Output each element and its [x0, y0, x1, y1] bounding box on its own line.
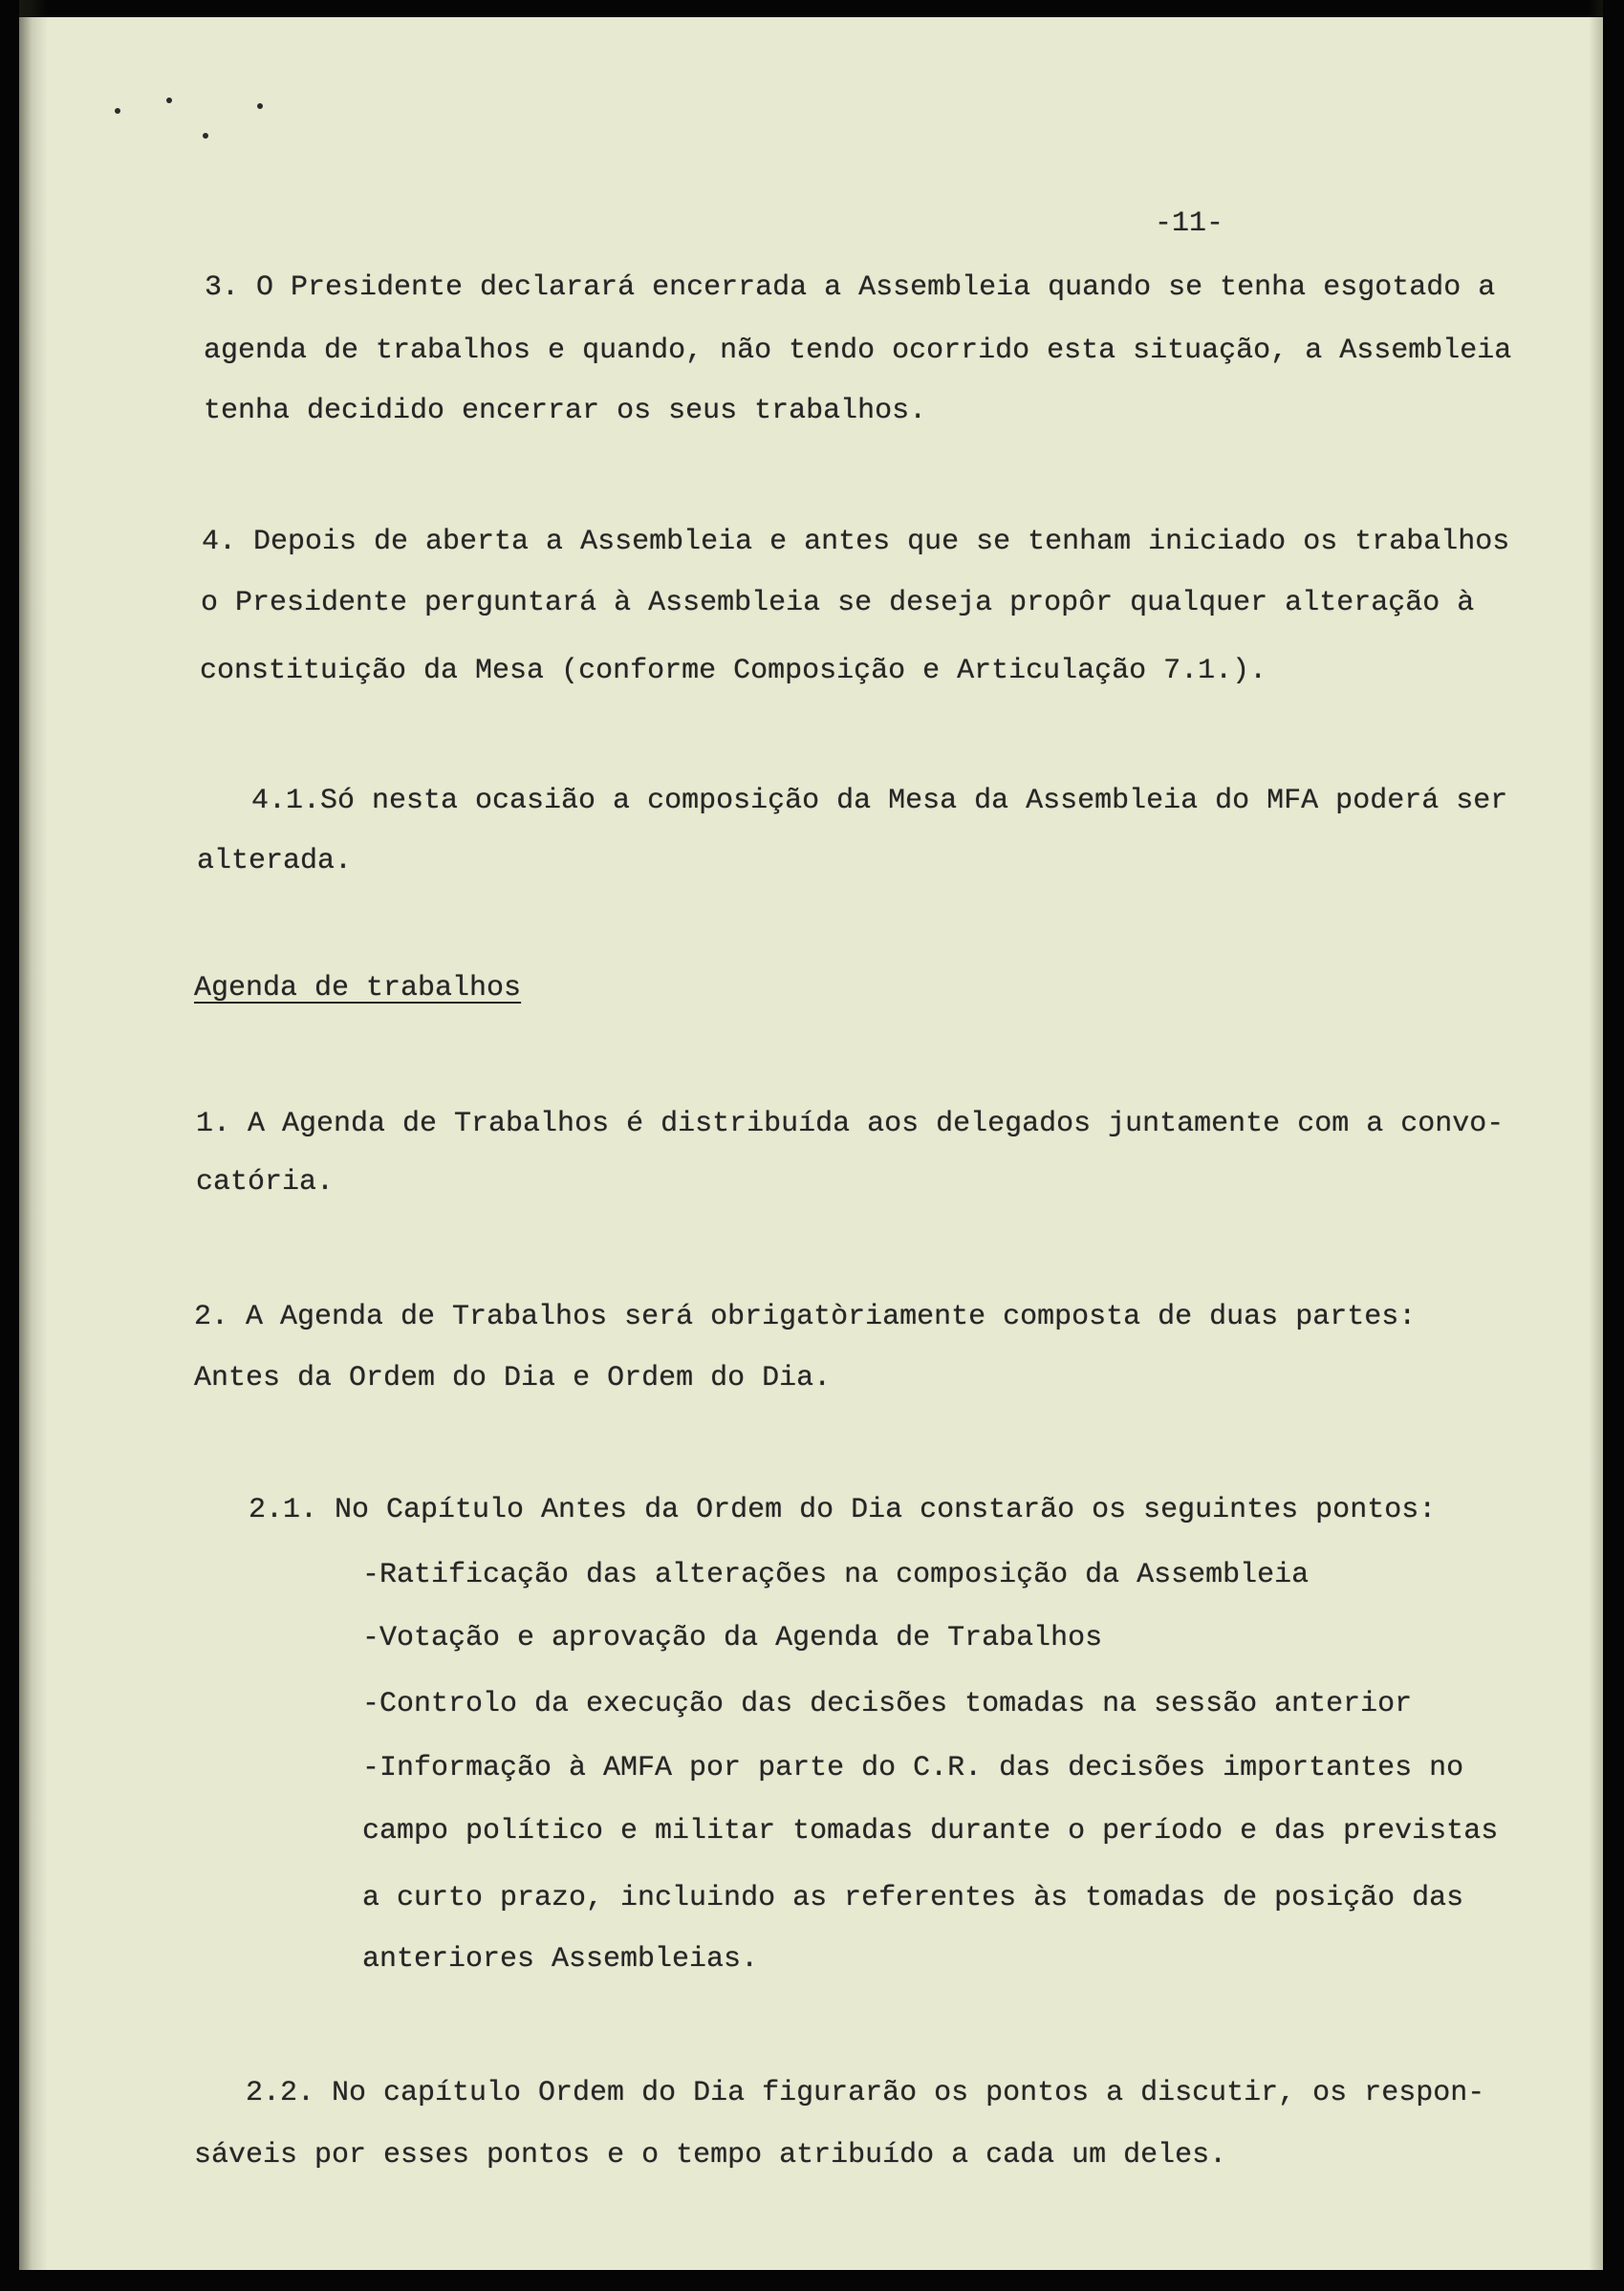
section-heading: Agenda de trabalhos	[194, 972, 522, 1005]
page-edge-shadow-right	[1589, 0, 1603, 2291]
paragraph-line: 4.1.Só nesta ocasião a composição da Mesa da Assembleia do MFA poderá ser	[251, 785, 1508, 817]
paragraph-line: agenda de trabalhos e quando, não tendo ocorrido esta situação, a Assembleia	[204, 335, 1512, 367]
paragraph-line: 2.2. No capítulo Ordem do Dia figurarão os pontos a discutir, os respon-	[246, 2077, 1485, 2109]
paragraph-line: o Presidente perguntará à Assembleia se deseja propôr qualquer alteração à	[201, 587, 1475, 619]
paragraph-line: 2. A Agenda de Trabalhos será obrigatòriamente composta de duas partes:	[194, 1301, 1417, 1333]
paper-speck	[166, 97, 172, 103]
list-item-line: -Informação à AMFA por parte do C.R. das decisões importantes no	[362, 1752, 1464, 1784]
paragraph-line: alterada.	[197, 845, 353, 877]
paragraph-line: sáveis por esses pontos e o tempo atribuído a cada um deles.	[194, 2139, 1227, 2172]
scan-border-bottom	[0, 2270, 1624, 2291]
paragraph-line: constituição da Mesa (conforme Composição e Articulação 7.1.).	[200, 655, 1267, 687]
paragraph-line: 3. O Presidente declarará encerrada a Assembleia quando se tenha esgotado a	[205, 271, 1496, 304]
list-item-line: anteriores Assembleias.	[362, 1943, 759, 1976]
paragraph-line: Antes da Ordem do Dia e Ordem do Dia.	[194, 1362, 832, 1394]
paper-speck	[115, 108, 120, 114]
list-item: -Controlo da execução das decisões tomadas na sessão anterior	[362, 1688, 1413, 1720]
paragraph-line: 1. A Agenda de Trabalhos é distribuída aos delegados juntamente com a convo-	[196, 1108, 1505, 1140]
paragraph-line: tenha decidido encerrar os seus trabalhos.	[204, 395, 927, 427]
list-item-line: a curto prazo, incluindo as referentes às tomadas de posição das	[362, 1882, 1464, 1914]
scan-border-right	[1603, 0, 1624, 2291]
scan-border-top	[0, 0, 1624, 17]
paper-speck	[257, 103, 263, 109]
list-item: -Votação e aprovação da Agenda de Trabalhos	[362, 1622, 1103, 1654]
scan-border-left	[0, 0, 19, 2291]
list-item: -Ratificação das alterações na composição da Assembleia	[362, 1559, 1310, 1591]
paragraph-line: 2.1. No Capítulo Antes da Ordem do Dia constarão os seguintes pontos:	[249, 1494, 1437, 1526]
page-number: -11-	[1155, 207, 1224, 240]
list-item-line: campo político e militar tomadas durante o período e das previstas	[362, 1815, 1499, 1848]
paragraph-line: catória.	[196, 1166, 335, 1199]
paragraph-line: 4. Depois de aberta a Assembleia e antes que se tenham iniciado os trabalhos	[202, 526, 1510, 558]
page-edge-shadow	[19, 0, 48, 2291]
paper-speck	[203, 133, 208, 139]
